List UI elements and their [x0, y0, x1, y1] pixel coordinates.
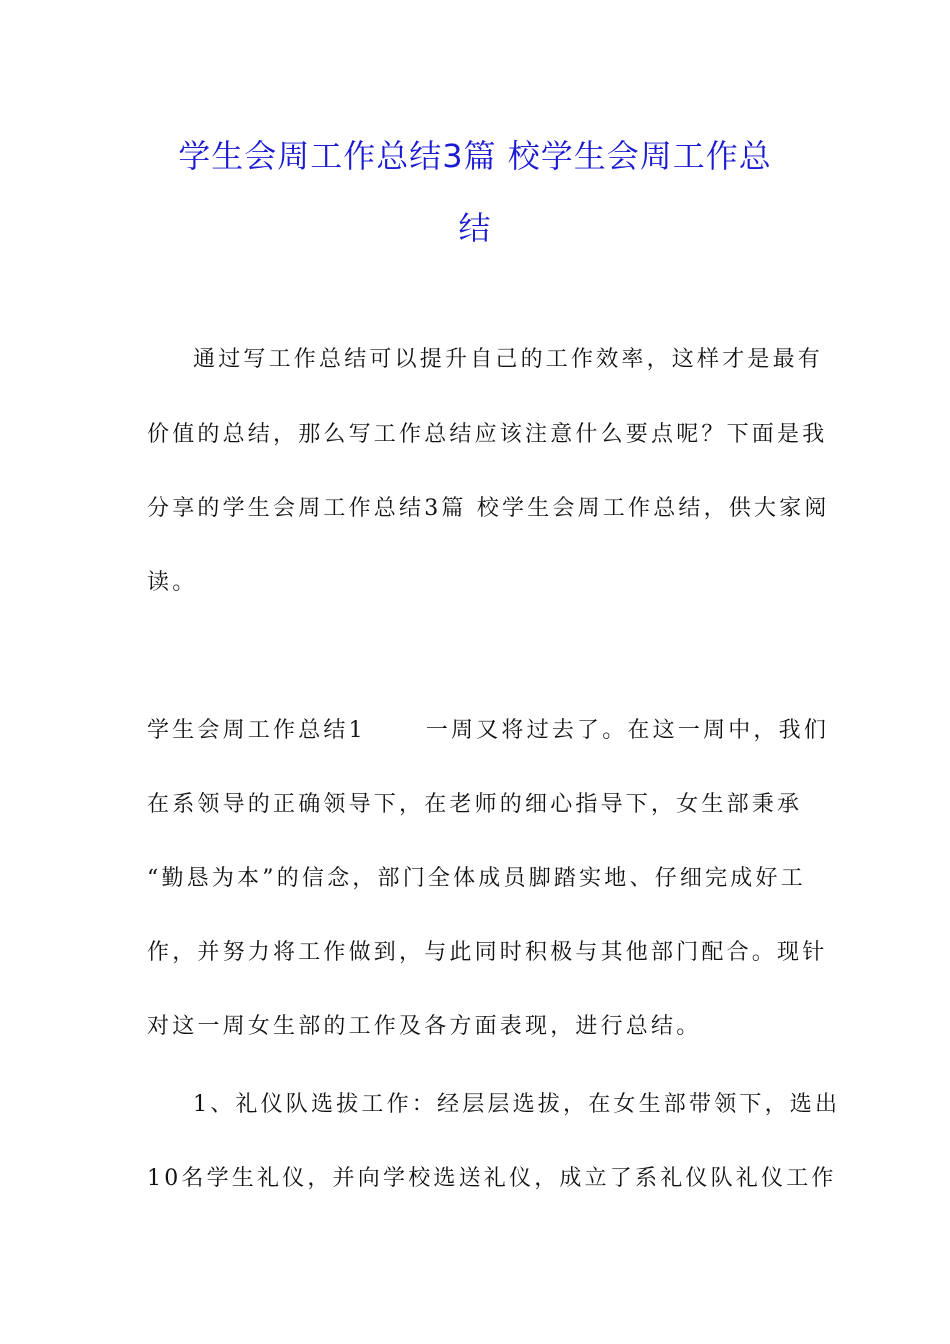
section1-line-5: 对这一周女生部的工作及各方面表现，进行总结。	[147, 1014, 702, 1039]
intro-line-2: 价值的总结，那么写工作总结应该注意什么要点呢？下面是我	[147, 422, 828, 447]
intro-line-3: 分享的学生会周工作总结3篇 校学生会周工作总结，供大家阅	[147, 496, 830, 521]
item1-line-2: 10名学生礼仪，并向学校选送礼仪，成立了系礼仪队礼仪工作	[147, 1166, 837, 1191]
intro-line-1: 通过写工作总结可以提升自己的工作效率，这样才是最有	[193, 347, 824, 372]
document-title-line-2: 结	[458, 209, 492, 247]
section1-line-3: “勤恳为本”的信念，部门全体成员脚踏实地、仔细完成好工	[147, 866, 806, 891]
document-title-line-1: 学生会周工作总结3篇 校学生会周工作总	[178, 137, 772, 175]
section1-line-2: 在系领导的正确领导下，在老师的细心指导下，女生部秉承	[147, 792, 803, 817]
section1-line-1: 一周又将过去了。在这一周中，我们	[425, 718, 830, 743]
intro-line-4: 读。	[147, 570, 198, 595]
item1-line-1: 1、礼仪队选拔工作：经层层选拔，在女生部带领下，选出	[193, 1092, 841, 1117]
section1-line-4: 作，并努力将工作做到，与此同时积极与其他部门配合。现针	[147, 940, 828, 965]
section1-first-line	[147, 716, 830, 746]
section1-heading: 学生会周工作总结1	[147, 718, 366, 743]
